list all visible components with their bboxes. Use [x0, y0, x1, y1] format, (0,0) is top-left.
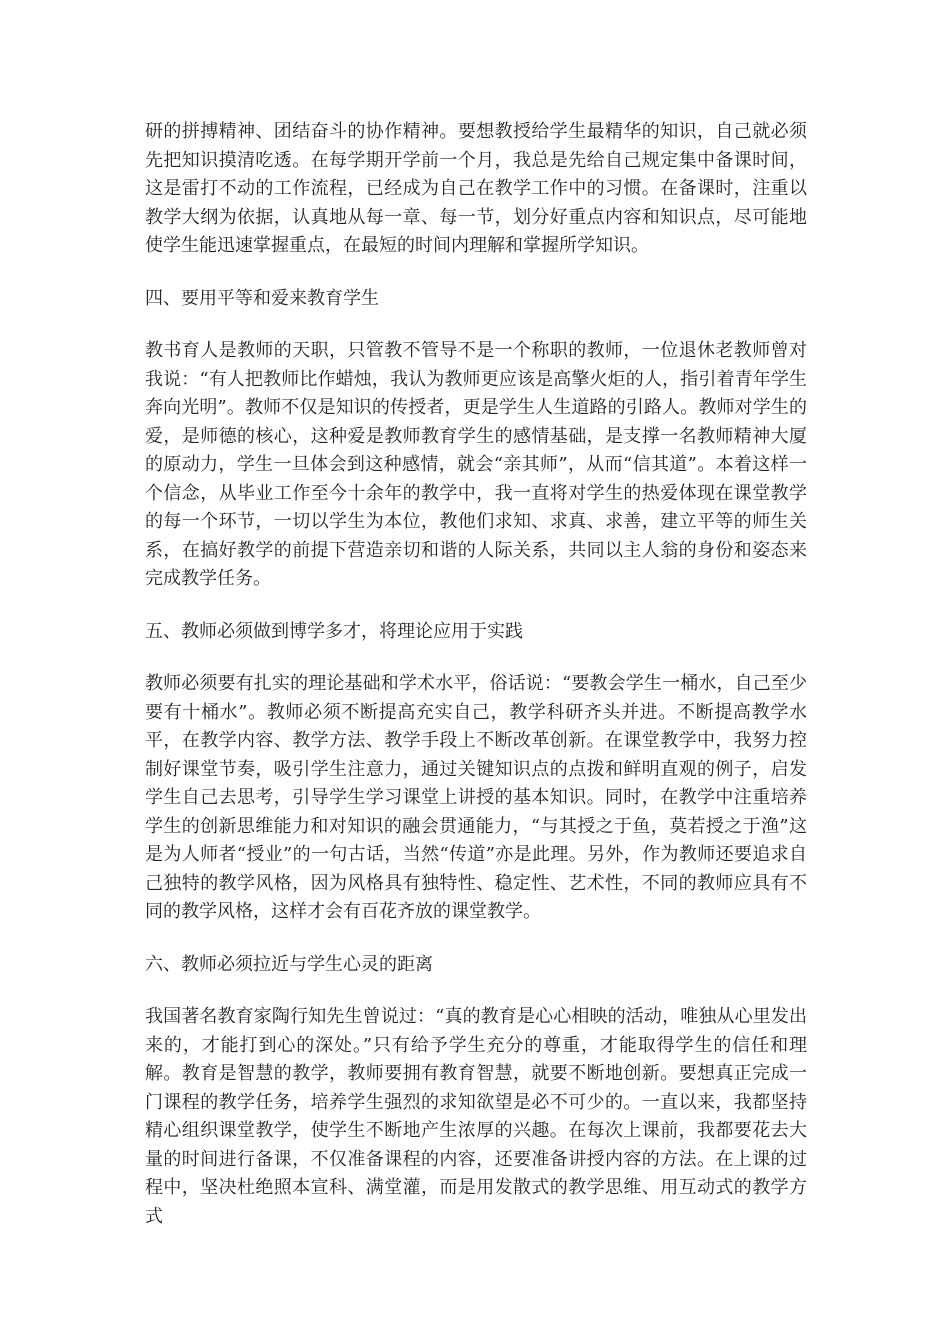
section-heading-4: 四、要用平等和爱来教育学生	[145, 287, 379, 309]
paragraph-knowledge-practice: 教师必须要有扎实的理论基础和学术水平，俗话说：“要教会学生一桶水，自己至少要有十桶水”。教师必须不断提高充实自己，教学科研齐头并进。不断提高教学水平，在教学内容、教学方法、教学手段上不断改革创新。在课堂教学中，我努力控制好课堂节奏，吸引学生注意力，通过关键知识点的点拨和鲜明直观的例子，启发学生自己去思考，引导学生学习课堂上讲授的基本知识。同时，在教学中注重培养学生的创新思维能力和对知识的融会贯通能力，“与其授之于鱼，莫若授之于渔”这是为人师者“授业”的一句古话，当然“传道”亦是此理。另外，作为教师还要追求自己独特的教学风格，因为风格具有独特性、稳定性、艺术性，不同的教师应具有不同的教学风格，这样才会有百花齐放的课堂教学。	[145, 673, 807, 922]
paragraph-preparation: 研的拼搏精神、团结奋斗的协作精神。要想教授给学生最精华的知识，自己就必须先把知识摸清吃透。在每学期开学前一个月，我总是先给自己规定集中备课时间，这是雷打不动的工作流程，已经成为自己在教学工作中的习惯。在备课时，注重以教学大纲为依据，认真地从每一章、每一节，划分好重点内容和知识点，尽可能地使学生能迅速掌握重点，在最短的时间内理解和掌握所学知识。	[145, 121, 807, 256]
section-heading-5: 五、教师必须做到博学多才，将理论应用于实践	[145, 620, 523, 642]
paragraph-student-connection: 我国著名教育家陶行知先生曾说过：“真的教育是心心相映的活动，唯独从心里发出来的，才能打到心的深处。”只有给予学生充分的尊重，才能取得学生的信任和理解。教育是智慧的教学，教师要拥有教育智慧，就要不断地创新。要想真正完成一门课程的教学任务，培养学生强烈的求知欲望是必不可少的。一直以来，我都坚持精心组织课堂教学，使学生不断地产生浓厚的兴趣。在每次上课前，我都要花去大量的时间进行备课，不仅准备课程的内容，还要准备讲授内容的方法。在上课的过程中，坚决杜绝照本宣科、满堂灌，而是用发散式的教学思维、用互动式的教学方式	[145, 1006, 807, 1227]
section-heading-6: 六、教师必须拉近与学生心灵的距离	[145, 953, 433, 975]
document-body	[145, 118, 807, 1255]
paragraph-equality-love: 教书育人是教师的天职，只管教不管导不是一个称职的教师，一位退休老教师曾对我说：“有人把教师比作蜡烛，我认为教师更应该是高擎火炬的人，指引着青年学生奔向光明”。教师不仅是知识的传授者，更是学生人生道路的引路人。教师对学生的爱，是师德的核心，这种爱是教师教育学生的感情基础，是支撑一名教师精神大厦的原动力，学生一旦体会到这种感情，就会“亲其师”，从而“信其道”。本着这样一个信念，从毕业工作至今十余年的教学中，我一直将对学生的热爱体现在课堂教学的每一个环节，一切以学生为本位，教他们求知、求真、求善，建立平等的师生关系，在搞好教学的前提下营造亲切和谐的人际关系，共同以主人翁的身份和姿态来完成教学任务。	[145, 340, 807, 589]
